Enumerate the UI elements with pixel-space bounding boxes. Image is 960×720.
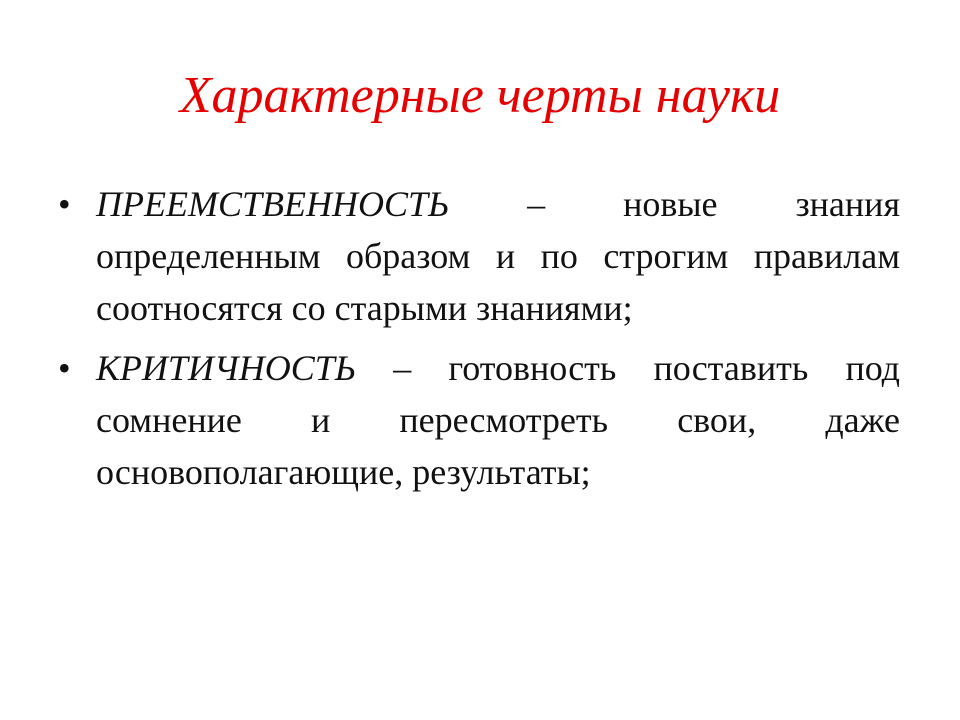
bullet-item-criticality [58, 342, 900, 498]
bullet-icon: • [58, 184, 71, 224]
bullet-text: – новые знания определенным образом и по строгим правилам соотносятся со старыми знаниями; [96, 184, 900, 328]
bullet-text: – готовность поставить под сомнение и пересмотреть свои, даже основополагающие, результаты; [96, 348, 900, 492]
slide-title: Характерные черты науки [179, 67, 781, 124]
bullet-list [58, 178, 900, 506]
bullet-icon: • [58, 348, 71, 388]
bullet-item-continuity [58, 178, 900, 334]
bullet-term: ПРЕЕМСТВЕННОСТЬ [96, 184, 450, 224]
bullet-term: КРИТИЧНОСТЬ [96, 348, 356, 388]
